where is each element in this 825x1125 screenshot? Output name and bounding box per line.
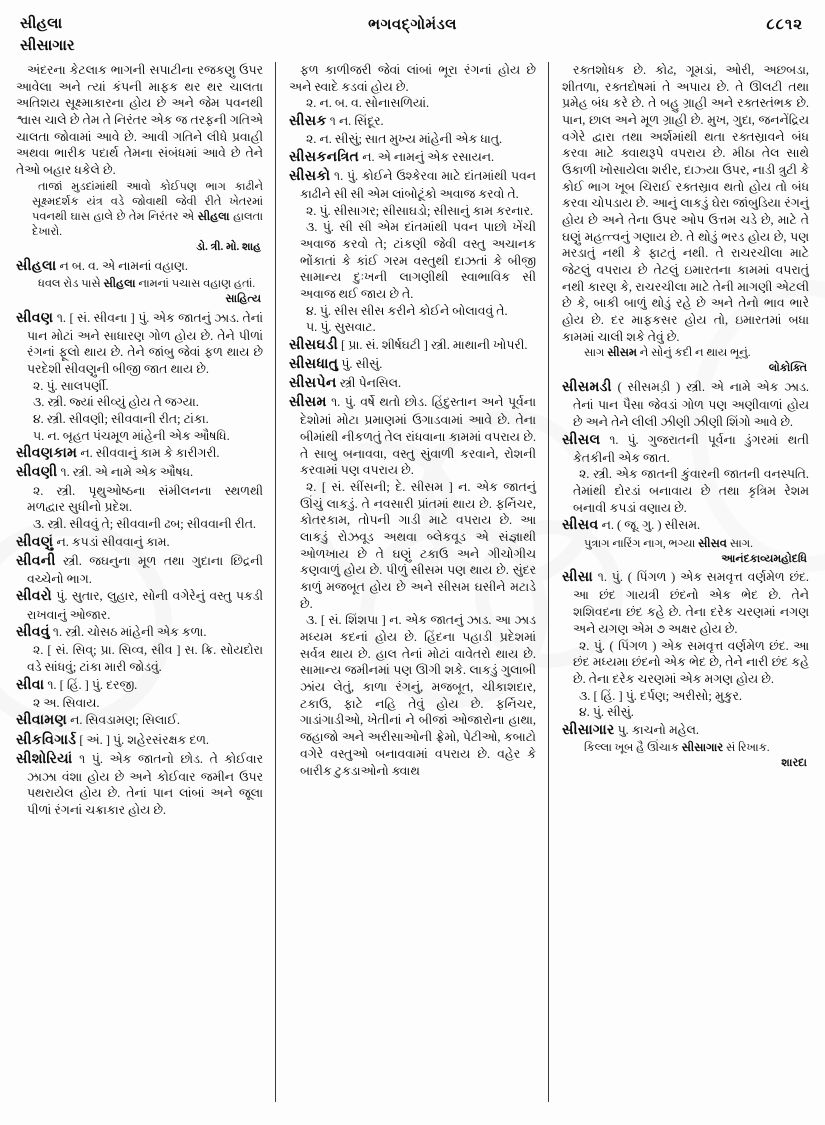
entry-sense: ૫. પું. સુસવાટ. [306,320,376,335]
citation-quote [16,277,263,292]
entry-sense: ૨. ન. સીસું; સાત મુખ્ય માંહેની એક ધાતુ. [306,132,503,147]
dictionary-entry[interactable] [16,623,263,642]
citation-source: સાહિત્ય [225,292,261,305]
entry-headword: સીસઘડી [289,337,338,354]
dictionary-entry[interactable] [16,533,263,552]
entry-continuation-text: અંદરના કેટલાક ભાગની સપાટીના રજકણુ ઉપર આવેલા અને ત્યાં કંપની માફક થર થર ચાલતા અતિશય સૂક્ષ્માકારના હોય છે અને જેમ પવનથી શ્વાસ ચાલે છે તેમ તે નિરંતર એક જ તરફની ગતિએ ચાલતા જોવામાં આવે છે. આવી ગતિને લીધે પ્રવાહી અથવા ભારીક પદાર્થ તેમના સંબંધમાં આવે છે તેને તેઓ બહાર ધકેલે છે. [16,63,263,178]
page-header [10,14,815,62]
dictionary-title: ભગવદ્ગોમંડલ [368,17,457,33]
entry-sense: ૨. [ સં. સિવ્; પ્રા. સિવ્વ, સીવ ] સ. ક્રિ. સોયદોરા વડે સાંધવું; ટાંકા મારી જોડવું. [27,643,263,674]
middle-column [283,62,542,1114]
entry-headword: સીવામણ [16,712,68,729]
citation-quote [562,537,809,552]
entry-headword: સીસમડી [562,379,612,396]
entry-headword: સીકવિગાર્ડ [16,731,77,748]
entry-headword: સીવણું [16,533,54,550]
entry-sense: ૨. સ્ત્રી. એક જાતની કુંવારની જાતની વનસ્પતિ. તેમાંથી દોરડાં બનાવાય છે તથા કૃત્રિમ રેશમ બનાવી કપડાં વણાય છે. [573,467,809,515]
quote-text: તાજાં મુડદાંમાંથી આવો કોઈપણ ભાગ કાઢીને સૂક્ષ્મદર્શક યંત્ર વડે જોવાથી જેવી રીતે ખેતરમાં પવનથી ઘાસ હાલે છે તેમ નિરંતર એ [32,180,263,223]
columns-container [10,62,815,1114]
entry-definition: ૧. પું. કોઈને ઉશ્કેરવા માટે દાંતમાંથી પવન કાઢીને સી સી એમ લાંબોટૂંકો અવાજ કરવો તે. [300,168,536,201]
dictionary-entry[interactable] [16,257,263,276]
entry-headword: સીસકનત્રિત [289,148,360,165]
entry-sense: ૩. [ હિં. ] પું. દર્પણ; અરીસો; મુકુર. [579,688,742,703]
dictionary-entry[interactable] [289,393,536,479]
entry-definition: સ્ત્રી. જઘનુના મૂળ તથા ગુદાના છિદ્રની વચ્ચેનો ભાગ. [27,553,263,586]
citation-source: શારદા [781,757,807,769]
entry-definition: ૧. [ હિં. ] પું. દરજી. [44,677,138,692]
citation-quote [562,741,809,756]
dictionary-entry[interactable] [562,378,809,430]
entry-headword: સીસક [289,113,327,130]
quote-headword-mention: સીસવ [698,537,727,550]
citation-source: આનંદકાવ્યમહોદધિ [721,552,807,565]
entry-definition: ૧. સ્ત્રી. ચોસઠ માંહેની એક કળા. [49,625,207,640]
entry-definition: ૧. પું. ( પિંગળ ) એક સમવૃત્ત વર્ણમેળ છંદ. આ છંદ ગાયત્રી છંદનો એક ભેદ છે. તેને શશિવદના છંદ કહે છે. તેના દરેક ચરણમાં નગણ અને યગણ એમ ૭ અક્ષર હોય છે. [573,570,809,636]
quote-headword-mention: સીહલા [197,210,230,223]
entry-sense: ૨. ન. બ. વ. સોનાસળિયાં. [306,96,430,111]
entry-definition: ૧. પું. ગુજરાતની પૂર્વના ડુંગરમાં થતી કેતકીની એક જાત. [573,432,809,465]
left-column [10,62,269,1114]
page-number: ૮૮૧૨ [766,17,803,33]
entry-headword: સીવા [16,676,45,693]
entry-headword: સીસા [562,569,593,586]
dictionary-entry[interactable] [16,444,263,463]
dictionary-entry[interactable] [16,711,263,730]
entry-headword: સીશોરિયાં [16,750,73,767]
dictionary-entry[interactable] [562,516,809,535]
dictionary-entry[interactable] [289,148,536,167]
entry-definition: [ અં. ] પું. શહેરસંરક્ષક દળ. [76,732,210,747]
entry-sense: ૨. [ સં. સીંસની; દે. સીસમ ] ન. એક જાતનું ઊંચું લાકડું. તે નવસારી પ્રાંતમાં થાય છે. ફર્નિચર, કોતરકામ, તોપની ગાડી માટે વપરાય છે. આ લાકડું રોઝવૂડ અથવા બ્લેકવૂડ એ સંજ્ઞાથી ઓળખાય છે તે ઘણું ટકાઉ અને ગીચોગીચ કણવાળું હોય છે. પીળું સીસમ પણ થાય છે. સુંદર કાળું મજબૂત હોય છે અને સીસમ ઘસીને મટાડે છે. [300,480,536,611]
entry-headword: સીસપેન [289,375,337,392]
entry-headword: સીસધાતુ [289,356,339,373]
entry-sense: ૪. સ્ત્રી. સીવણી; સીવવાની રીત; ટાંકા. [33,412,209,427]
entry-headword: સીવની [16,552,56,569]
quote-text: પુત્રાગ નારિંગ નાગ, ભગ્યા [584,537,699,550]
entry-definition: પું. સીસું. [338,357,383,372]
entry-sense: ૨. પું. સાલપર્ણી. [33,378,109,393]
entry-headword: સીસમ [289,394,327,411]
entry-definition: ૧ ન. સિંદૂર. [326,114,384,129]
right-column [556,62,815,1114]
quote-text-tail: સાગ. [726,537,753,550]
entry-definition: ન. સીવવાનું કામ કે કારીગરી. [77,446,220,461]
entry-sense: ૨. પું. સીસાગર; સીસાઘડો; સીસાનું કામ કરનાર. [306,203,534,218]
quote-text: ધવલ રોડ પાસે [38,277,104,290]
entry-definition: ૧ પું. એક જાતનો છોડ. તે કોઈવાર ઝાઝા વંશા હોય છે અને કોઈવાર જમીન ઉપર પથરાયેલ હોય છે. તેનાં પાન લાંબાં અને જૂલા પીળાં રંગનાં ચક્રાકાર હોય છે. [27,751,263,818]
dictionary-entry[interactable] [16,552,263,588]
entry-headword: સીસકો [289,167,331,184]
entry-headword: સીવવું [16,624,50,641]
column-divider-1 [269,62,283,1114]
entry-definition: પુ. કાચનો મહેલ. [614,722,699,737]
dictionary-entry[interactable] [562,721,809,740]
entry-definition: ન બ. વ. એ નામનાં વહાણ. [56,258,188,273]
dictionary-entry[interactable] [562,431,809,467]
entry-continuation-text: ફળ કાળીજરી જેવાં લાંબાં ભૂરા રંગનાં હોય છે અને સ્વાદે કડવાં હોય છે. [289,63,536,94]
entry-sense: ૩. પું. સી સી એમ દાંતમાંથી પવન પાછો ખેંચી અવાજ કરવો તે; ટાંકણી જેવી વસ્તુ અચાનક ભોંકાતાં કે કાંઈ ગરમ વસ્તુથી દાઝતાં કે બીજી સામાન્ય દુઃખની લાગણીથી સ્વાભાવિક સી અવાજ થઈ જાય છે તે. [300,220,536,301]
quote-text: કિલ્લા ખૂબ હૈ ઊંચાક [584,741,682,754]
dictionary-entry[interactable] [289,336,536,355]
entry-definition: ૧. પું. વર્ષે થતો છોડ. હિંદુસ્તાન અને પૂર્વના દેશોમાં મોટા પ્રમાણમાં ઉગાડવામાં આવે છે. તેના બીમાંથી નીકળતું તેલ રાંધવાના કામમાં વપરાય છે. તે સાબુ બનાવવા, વસ્તુ સુંવાળી કરવાને, રોશની કરવામાં પણ વપરાય છે. [300,395,536,478]
entry-headword: સીસલ [562,431,601,448]
quote-text-tail: હાલતા દેખારો. [32,210,263,238]
dictionary-entry[interactable] [16,587,263,623]
entry-definition: ન. ( જૂ. ગુ. ) સીસમ. [598,518,701,533]
citation-source: લોકોક્તિ [768,362,807,375]
dictionary-entry[interactable] [16,309,263,378]
entry-definition: ન. એ નામનું એક રસાયન. [359,149,495,164]
citation-source: ડો. ત્રી. મો. શાહ [196,240,261,253]
quote-headword-mention: સીહલા [103,277,136,290]
entry-headword: સીસાગાર [562,721,615,738]
entry-headword: સીવણ [16,309,54,326]
entry-definition: ૧. સ્ત્રી. એ નામે એક ઔષધ. [57,465,194,480]
quote-text-tail: નામનાં પચાસ વહાણ હતાં. [135,277,256,290]
quote-text: સાગ [584,347,608,360]
entry-sense: ૩. [ સં. શિંશપા ] ન. એક જાતનું ઝાડ. આ ઝાડ મધ્યમ કદનાં હોય છે. હિંદના પહાડી પ્રદેશમાં સર્વત્ર થાય છે. હાલ તેનાં મોટાં વાવેતરો થાય છે. સામાન્ય જમીનમાં પણ ઊગી શકે. લાકડું ગુલાબી ઝાંય લેતું, કાળા રંગનું, મજબૂત, ચીકાશદાર, ટકાઉ, ફાટે નહિ તેવું હોય છે. ફર્નિચર, ગાડાંગાડીઓ, ખેતીનાં ને બીજાં ઓજારોના હાથા, જહાજો અને અરીસાઓની ફ્રેમો, પેટીઓ, કબાટો વગેરે વસ્તુઓ બનાવવામાં વપરાય છે. વહેર કે બારીક ટુકડાઓનો ક્વાથ [300,613,536,778]
quote-text-tail: ને સોનું કદી ન થાય ભૂનું. [636,347,751,360]
entry-sense: ૩. સ્ત્રી. જ્યાં સીવ્યું હોય તે જગ્યા. [33,395,199,410]
entry-definition: ન. કપડાં સીવવાનું કામ. [53,534,170,549]
entry-sense: ૫. ન. બૃહત પંચમૂળ માંહેની એક ઔષધિ. [33,428,230,443]
dictionary-entry[interactable] [16,750,263,819]
running-head-first: સીહલા [20,16,63,32]
entry-sense: ૪. પું. સીસું. [579,705,634,720]
entry-headword: સીવરો [16,588,52,605]
dictionary-entry[interactable] [289,112,536,131]
quote-headword-mention: સીસમ [607,347,637,360]
entry-definition: ( સીસમડ઼ી ) સ્ત્રી. એ નામે એક ઝાડ. તેનાં પાન પૈસા જેવડાં ગોળ પણ અણીવાળાં હોય છે અને તેને લીલી ઝીણી ઝીણી શિંગો આવે છે. [573,380,809,430]
entry-sense: ૨. પું. ( પિંગળ ) એક સમવૃત્ત વર્ણમેળ છંદ. આ છંદ મધ્યમા છંદનો એક ભેદ છે, તેને નારી છંદ કહે છે. તેના દરેક ચરણમાં એક મગણ હોય છે. [573,638,809,686]
dictionary-entry[interactable] [289,167,536,203]
quote-headword-mention: સીસાગાર [681,741,724,754]
entry-definition: પું. સુતાર, લુહાર, સોની વગેરેનું વસ્તુ પકડી રાખવાનું ઓજાર. [27,589,263,622]
dictionary-entry[interactable] [16,463,263,482]
entry-headword: સીવણી [16,464,58,481]
citation-quote [16,180,263,240]
entry-headword: સીવણકામ [16,445,78,462]
entry-definition: સ્ત્રી પેનસિલ. [336,376,402,391]
entry-headword: સીસવ [562,517,599,534]
citation-quote [562,346,809,361]
quote-text-tail: સં રિખાક. [723,741,770,754]
dictionary-entry[interactable] [289,355,536,374]
running-head-last: સીસાગાર [20,37,75,54]
entry-headword: સીહલા [16,257,57,274]
entry-continuation-text: રક્તશોધક છે. કોઢ, ગૂમડાં, ઓરી, અછબડા, શીતળા, રક્તદોષમાં તે અપાય છે. તે ઊલટી તથા પ્રમેહ બંધ કરે છે. તે બહુ ગ્રાહી અને રક્તસ્તંભક છે. પાન, છાલ અને મૂળ ગ્રાહી છે. મુખ, ગુદા, જનનેંદ્રિય વગેરે દ્વારા તથા અર્શમાંથી થતા રક્તસ્રાવને બંધ કરવા માટે ક્વાથરૂપે વપરાય છે. મીઠા તેલ સાથે ઉકાળી ખોસાયેલા શરીર, દાઝ્યા ઉપર, નાડી ત્રુટી કે કોઈ ભાગ ખૂબ ચિરાઈ રક્તસ્રાવ થતો હોય તો બંધ કરવા ચોપડાય છે. આનું લાકડું ઘેરા જાંબુડિયા રંગનું હોય છે અને તેના ઉપર ઓપ ઉત્તમ ચડે છે, માટે તે ઘણું મહત્ત્વનું ગણાય છે. તે થોડું ભરડ હોય છે, પણ મરડાતું નથી કે ફાટતું નથી. તે રાચરચીલા માટે જેટલું વપરાય છે તેટલું ઇમારતના કામમાં વપરાતું નથી કારણ કે, રાચરચીલા માટે તેની માગણી એટલી છે કે, બાકી બાળું થોડું રહે છે અને તેનો ભાવ ભારે હોય છે. દર માફકસર હોય તો, ઇમારતમાં બધા કામમાં ચાલી શકે તેવું છે. [562,63,809,344]
dictionary-entry[interactable] [562,568,809,637]
entry-definition: [ પ્રા. સં. શીર્ષઘટી ] સ્ત્રી. માથાની ખોપરી. [337,338,528,353]
entry-sense: ૨ અ. સિવાય. [33,695,100,710]
entry-sense: ૨. સ્ત્રી. પૃથુઓષ્ઠના સંમીલનના સ્થળથી મળદ્વાર સુધીનો પ્રદેશ. [27,483,263,515]
entry-sense: ૪. પું. સીસ સીસ કરીને કોઈને બોલાવવું તે. [306,303,508,318]
dictionary-entry[interactable] [289,374,536,393]
dictionary-entry[interactable] [16,676,263,695]
column-divider-2 [542,62,556,1114]
dictionary-entry[interactable] [16,731,263,750]
entry-definition: ન. સિવડામણ; સિલાઈ. [67,713,180,728]
entry-definition: ૧. [ સં. સીવના ] પું. એક જાતનું ઝાડ. તેનાં પાન મોટાં અને સાધારણ ગોળ હોય છે. તેને પીળાં રંગનાં ફૂલો થાય છે. તેને જાંબુ જેવાં ફળ થાય છે પરદેશી સીવણુની બીજી જાત થાય છે. [27,310,263,377]
entry-sense: ૩. સ્ત્રી. સીવવું તે; સીવવાની ઢબ; સીવવાની રીત. [33,516,257,531]
